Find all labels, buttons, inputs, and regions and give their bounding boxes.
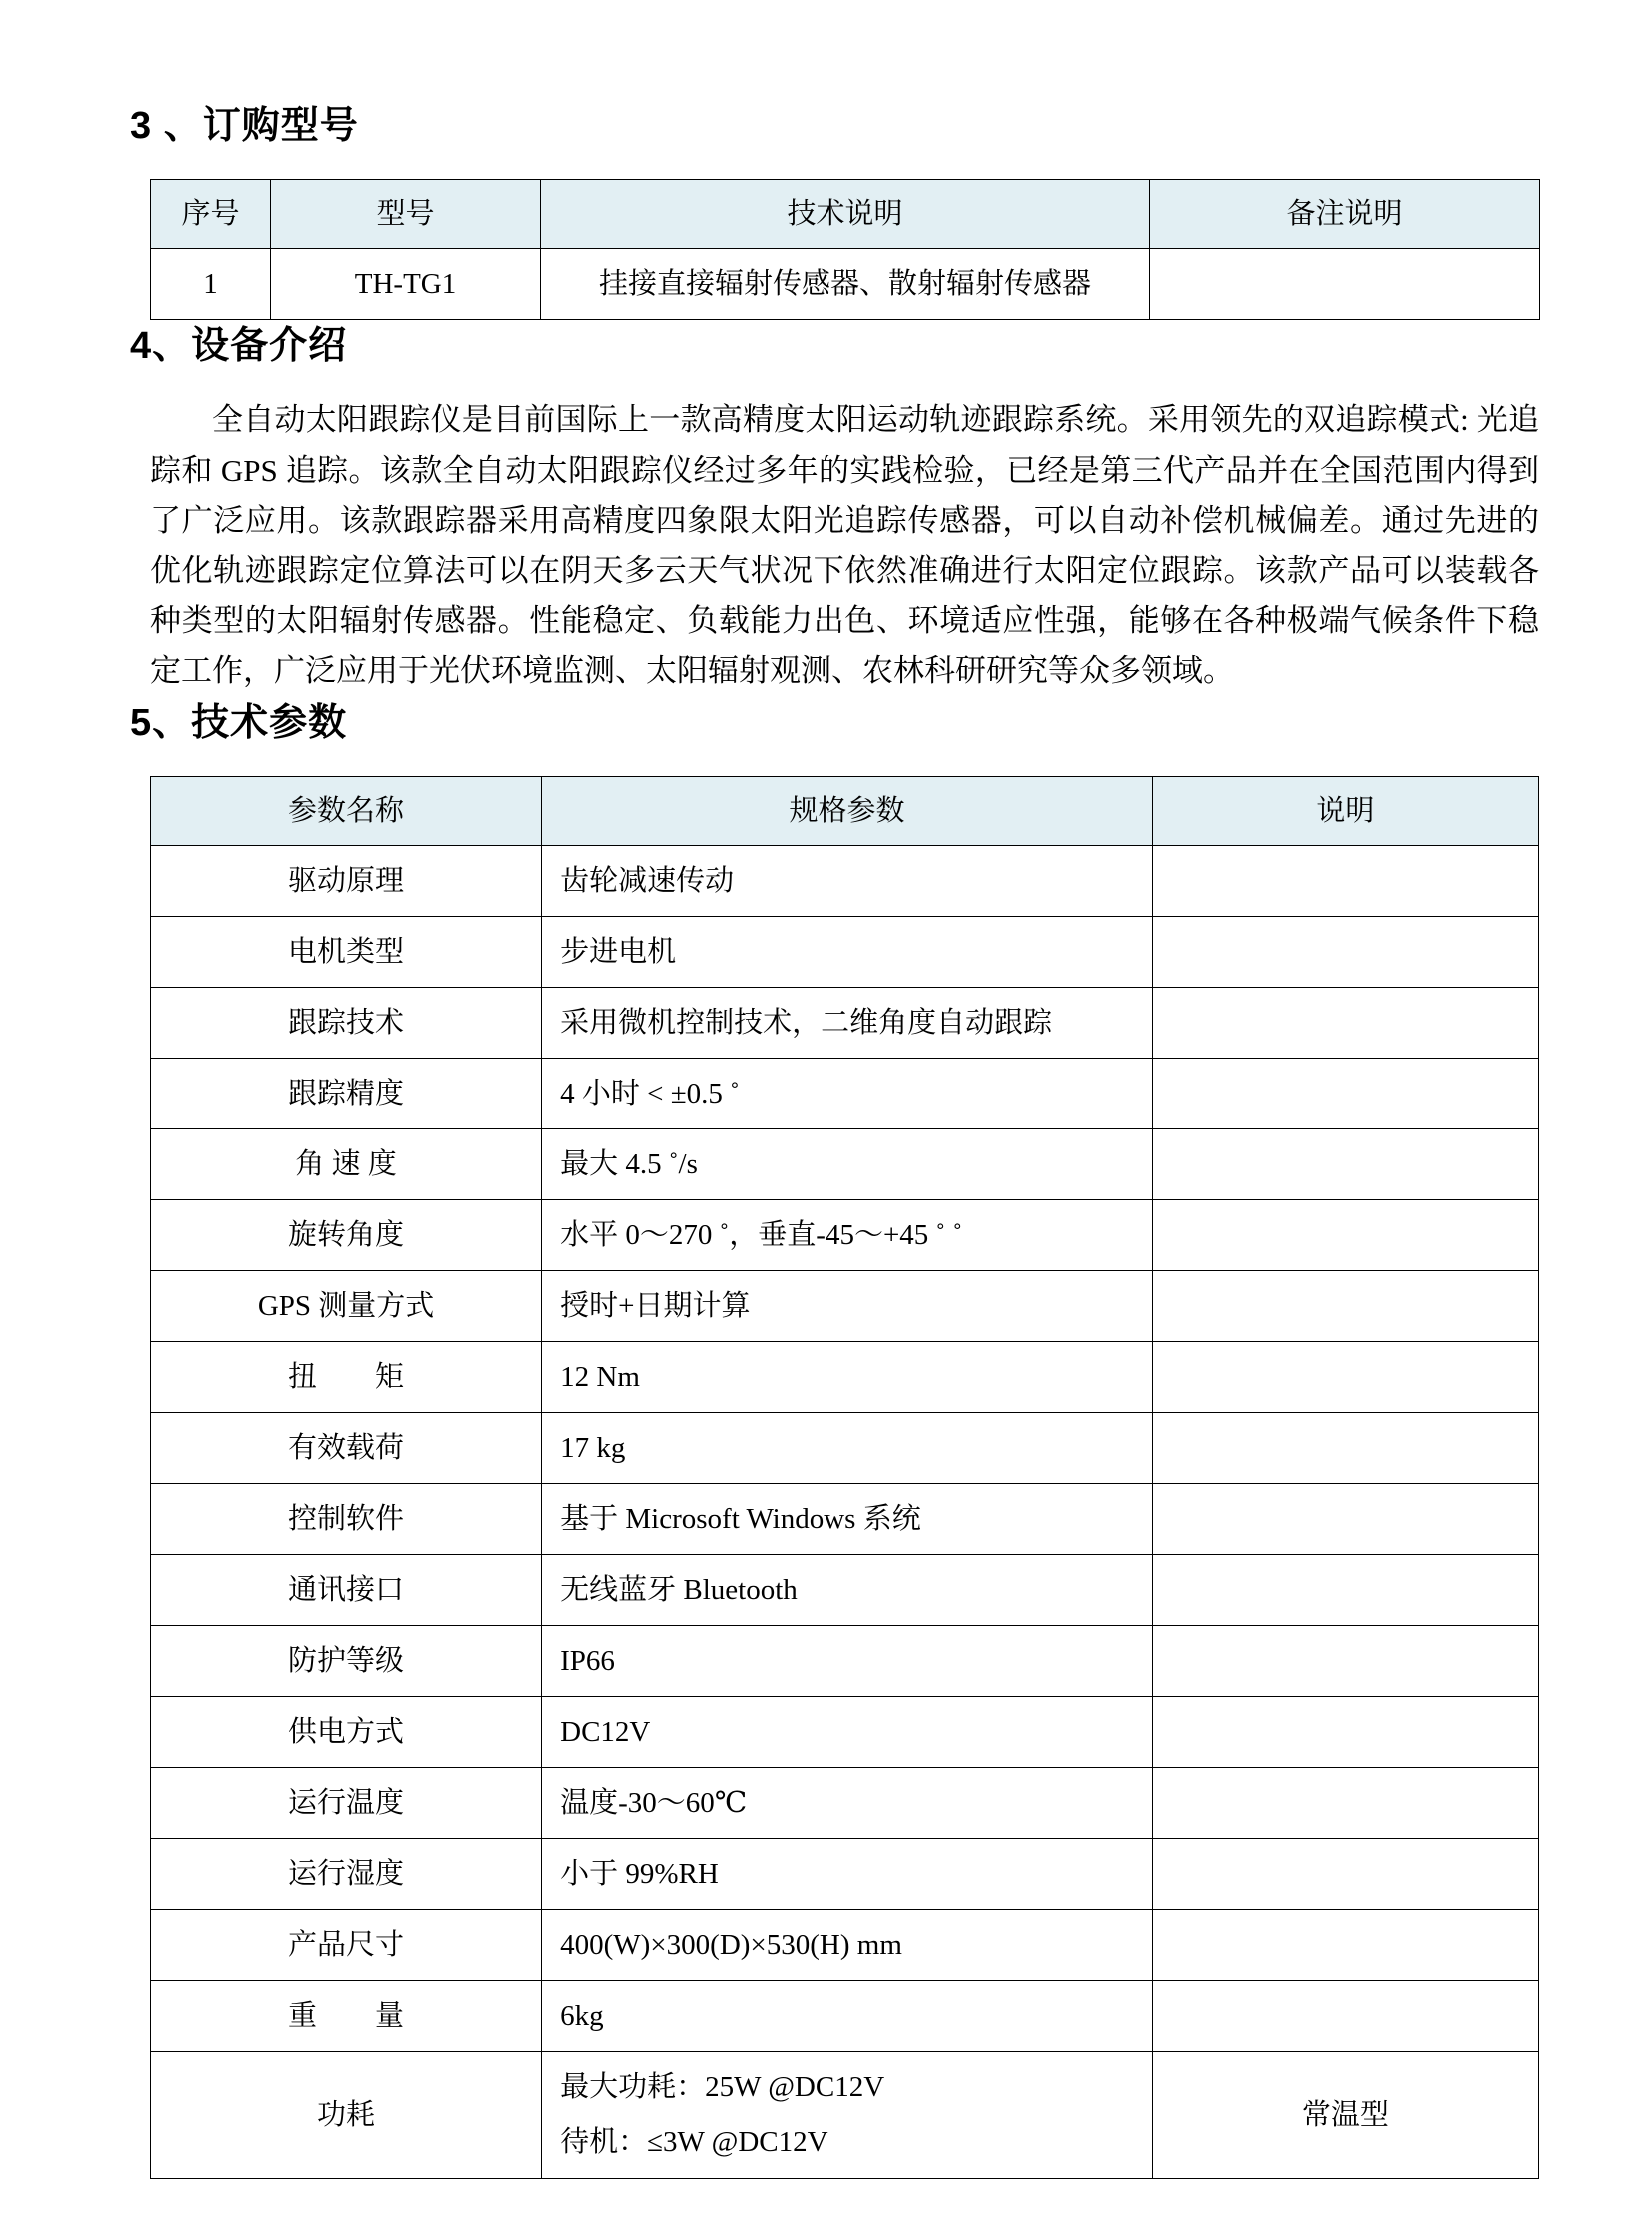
cell-param-name: 产品尺寸 (151, 1909, 542, 1980)
cell-spec: 4 小时 < ±0.5 ˚ (542, 1058, 1153, 1128)
cell-param-name: 扭 矩 (151, 1341, 542, 1412)
cell-tech-desc: 挂接直接辐射传感器、散射辐射传感器 (541, 249, 1150, 320)
cell-spec: 最大 4.5 ˚/s (542, 1128, 1153, 1199)
cell-spec: 步进电机 (542, 916, 1153, 987)
table-row (151, 916, 1539, 987)
cell-param-name: 控制软件 (151, 1483, 542, 1554)
column-header-index: 序号 (151, 180, 271, 249)
cell-param-name: 旋转角度 (151, 1199, 542, 1270)
cell-note (1152, 1412, 1538, 1483)
cell-note (1152, 1980, 1538, 2051)
cell-spec: 12 Nm (542, 1341, 1153, 1412)
cell-spec: 齿轮减速传动 (542, 845, 1153, 916)
table-row (151, 1412, 1539, 1483)
cell-spec (542, 2051, 1153, 2178)
table-row (151, 1554, 1539, 1625)
cell-param-name: 跟踪精度 (151, 1058, 542, 1128)
cell-param-name: 供电方式 (151, 1696, 542, 1767)
table-row (151, 1980, 1539, 2051)
cell-note (1152, 1058, 1538, 1128)
cell-index: 1 (151, 249, 271, 320)
cell-param-name: 重 量 (151, 1980, 542, 2051)
power-standby-line: 待机：≤3W @DC12V (560, 2125, 828, 2158)
cell-note (1152, 1270, 1538, 1341)
table-row (151, 1058, 1539, 1128)
cell-spec: 基于 Microsoft Windows 系统 (542, 1483, 1153, 1554)
cell-param-name: 跟踪技术 (151, 987, 542, 1058)
cell-remark (1150, 249, 1540, 320)
cell-note (1152, 1838, 1538, 1909)
cell-note (1152, 1128, 1538, 1199)
column-header-tech-desc: 技术说明 (541, 180, 1150, 249)
cell-param-name: 运行湿度 (151, 1838, 542, 1909)
cell-note (1152, 1341, 1538, 1412)
cell-note: 常温型 (1152, 2051, 1538, 2178)
power-max-line: 最大功耗：25W @DC12V (560, 2070, 885, 2103)
cell-param-name: 角 速 度 (151, 1128, 542, 1199)
order-model-table (150, 179, 1540, 320)
table-header-row (151, 180, 1540, 249)
table-row (151, 1199, 1539, 1270)
cell-spec: 6kg (542, 1980, 1153, 2051)
table-row (151, 1838, 1539, 1909)
table-row (151, 1696, 1539, 1767)
device-intro-paragraph: 全自动太阳跟踪仪是目前国际上一款高精度太阳运动轨迹跟踪系统。采用领先的双追踪模式: 光追踪和 GPS 追踪。该款全自动太阳跟踪仪经过多年的实践检验，已经是第三代产品并在全国范围内得到了广泛应用。该款跟踪器采用高精度四象限太阳光追踪传感器，可以自动补偿机械偏差。通过先进的优化轨迹跟踪定位算法可以在阴天多云天气状况下依然准确进行太阳定位跟踪。该款产品可以装载各种类型的太阳辐射传感器。性能稳定、负载能力出色、环境适应性强，能够在各种极端气候条件下稳定工作，广泛应用于光伏环境监测、太阳辐射观测、农林科研研究等众多领域。 (150, 402, 1539, 689)
table-row (151, 1128, 1539, 1199)
cell-spec: 17 kg (542, 1412, 1153, 1483)
cell-spec: 400(W)×300(D)×530(H) mm (542, 1909, 1153, 1980)
cell-note (1152, 1554, 1538, 1625)
cell-model: TH-TG1 (271, 249, 541, 320)
cell-note (1152, 1625, 1538, 1696)
cell-note (1152, 1483, 1538, 1554)
table-row (151, 249, 1540, 320)
cell-note (1152, 916, 1538, 987)
column-header-param-name: 参数名称 (151, 776, 542, 845)
table-row (151, 1341, 1539, 1412)
cell-spec: 授时+日期计算 (542, 1270, 1153, 1341)
cell-param-name: GPS 测量方式 (151, 1270, 542, 1341)
cell-param-name: 驱动原理 (151, 845, 542, 916)
cell-param-name: 通讯接口 (151, 1554, 542, 1625)
table-row (151, 987, 1539, 1058)
cell-note (1152, 987, 1538, 1058)
cell-note (1152, 1696, 1538, 1767)
table-row-power (151, 2051, 1539, 2178)
cell-param-name: 功耗 (151, 2051, 542, 2178)
section-heading-order-model: 3 、订购型号 (130, 105, 359, 147)
table-row (151, 1909, 1539, 1980)
column-header-spec: 规格参数 (542, 776, 1153, 845)
section-heading-device-intro: 4、设备介绍 (130, 325, 348, 368)
cell-param-name: 电机类型 (151, 916, 542, 987)
cell-spec: 温度-30～60℃ (542, 1767, 1153, 1838)
cell-param-name: 防护等级 (151, 1625, 542, 1696)
cell-spec: 水平 0～270 ˚，垂直-45～+45 ˚ ˚ (542, 1199, 1153, 1270)
cell-note (1152, 845, 1538, 916)
cell-spec: IP66 (542, 1625, 1153, 1696)
table-header-row (151, 776, 1539, 845)
cell-spec: 小于 99%RH (542, 1838, 1153, 1909)
table-row (151, 1483, 1539, 1554)
cell-spec: 无线蓝牙 Bluetooth (542, 1554, 1153, 1625)
column-header-remark: 备注说明 (1150, 180, 1540, 249)
cell-spec: DC12V (542, 1696, 1153, 1767)
cell-note (1152, 1767, 1538, 1838)
cell-param-name: 有效载荷 (151, 1412, 542, 1483)
column-header-model: 型号 (271, 180, 541, 249)
cell-note (1152, 1909, 1538, 1980)
table-row (151, 1767, 1539, 1838)
table-row (151, 845, 1539, 916)
cell-note (1152, 1199, 1538, 1270)
table-row (151, 1625, 1539, 1696)
cell-param-name: 运行温度 (151, 1767, 542, 1838)
cell-spec: 采用微机控制技术，二维角度自动跟踪 (542, 987, 1153, 1058)
column-header-note: 说明 (1152, 776, 1538, 845)
table-row (151, 1270, 1539, 1341)
tech-params-table (150, 776, 1539, 2179)
section-heading-tech-params: 5、技术参数 (130, 701, 348, 744)
